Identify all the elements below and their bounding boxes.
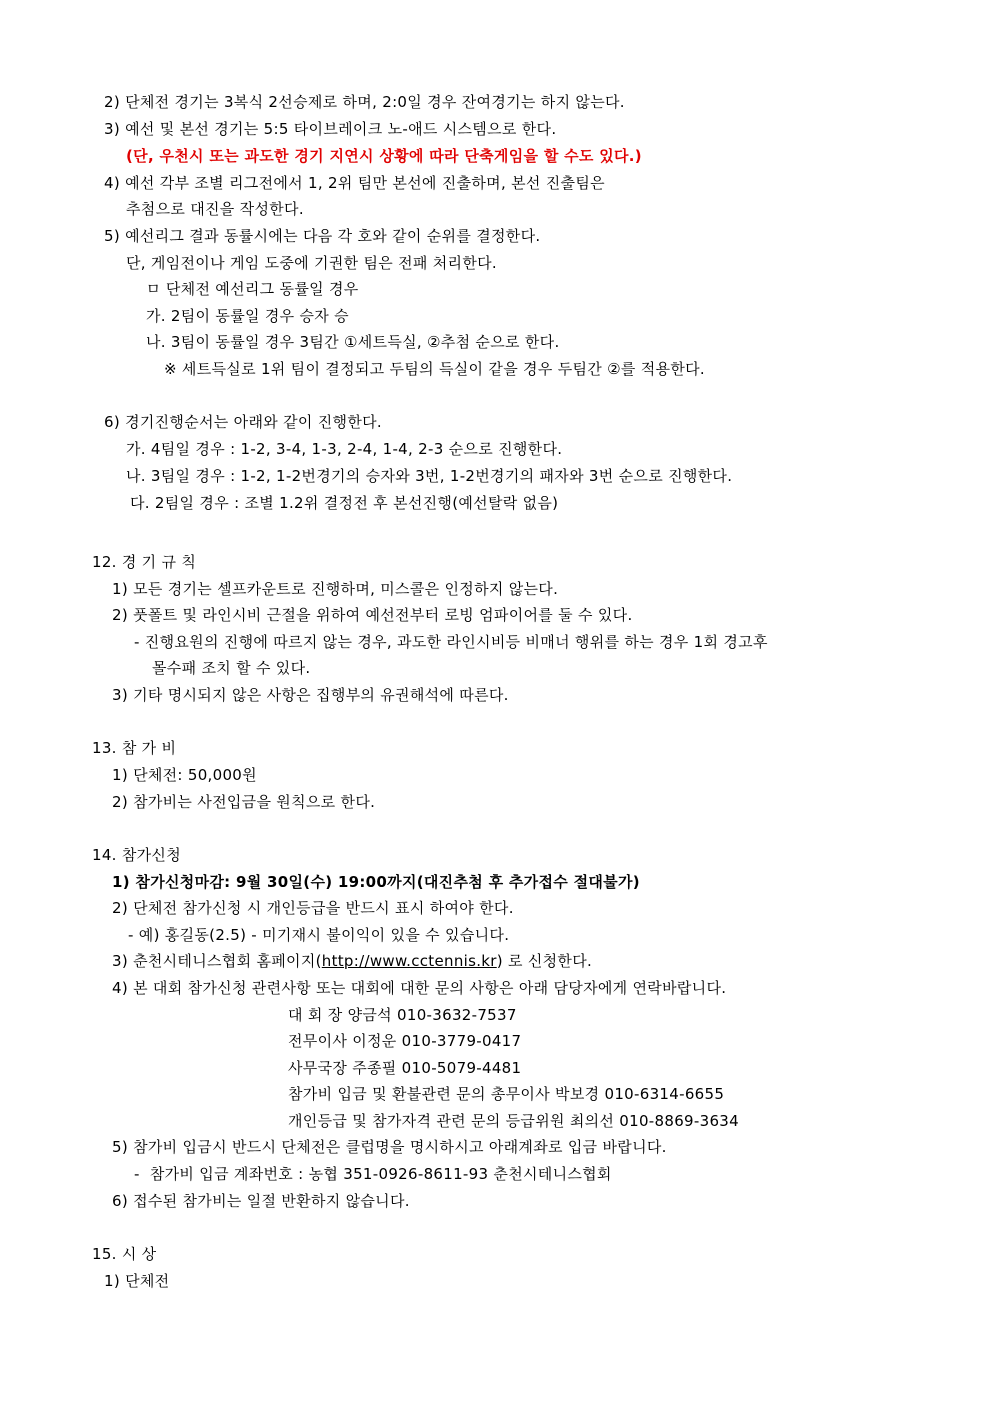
rule-5-forfeit: 단, 게임전이나 게임 도중에 기권한 팀은 전패 처리한다. — [126, 254, 497, 272]
rule-5-tie-three: 나. 3팀이 동률일 경우 3팀간 ①세트득실, ②추첨 순으로 한다. — [146, 333, 560, 351]
rule-12-2-detail-cont: 몰수패 조치 할 수 있다. — [152, 659, 311, 677]
apply-deadline: 1) 참가신청마감: 9월 30일(수) 19:00까지(대진추첨 후 추가접수 절대불가) — [112, 873, 640, 891]
fee-team: 1) 단체전: 50,000원 — [112, 766, 257, 784]
section-15-heading: 15. 시 상 — [92, 1245, 157, 1263]
rule-6-two-teams: 다. 2팀일 경우 : 조별 1.2위 결정전 후 본선진행(예선탈락 없음) — [130, 494, 559, 512]
contact-director: 전무이사 이정운 010-3779-0417 — [288, 1032, 522, 1050]
apply-no-refund: 6) 접수된 참가비는 일절 반환하지 않습니다. — [112, 1192, 410, 1210]
apply-contact-intro: 4) 본 대회 참가신청 관련사항 또는 대회에 대한 문의 사항은 아래 담당자에게 연락바랍니다. — [112, 979, 727, 997]
contact-fee: 참가비 입금 및 환불관련 문의 총무이사 박보경 010-6314-6655 — [288, 1085, 725, 1103]
rule-12-2: 2) 풋폴트 및 라인시비 근절을 위하여 예선전부터 로빙 엄파이어를 둘 수 있다. — [112, 606, 633, 624]
apply-website-line — [112, 951, 592, 971]
contact-president: 대 회 장 양금석 010-3632-7537 — [288, 1006, 517, 1024]
rule-5-note: ※ 세트득실로 1위 팀이 결정되고 두팀의 득실이 같을 경우 두팀간 ②를 적용한다. — [164, 360, 705, 378]
contact-secretary: 사무국장 주종필 010-5079-4481 — [288, 1059, 522, 1077]
rule-4-draw: 추첨으로 대진을 작성한다. — [126, 200, 304, 218]
award-team: 1) 단체전 — [104, 1272, 170, 1290]
rule-4-qualify: 4) 예선 각부 조별 리그전에서 1, 2위 팀만 본선에 진출하며, 본선 진출팀은 — [104, 174, 605, 192]
section-14-heading: 14. 참가신청 — [92, 846, 181, 864]
apply-grade: 2) 단체전 참가신청 시 개인등급을 반드시 표시 하여야 한다. — [112, 899, 514, 917]
apply-account: - 참가비 입금 계좌번호 : 농협 351-0926-8611-93 춘천시테니스협회 — [134, 1165, 612, 1183]
rule-6-order: 6) 경기진행순서는 아래와 같이 진행한다. — [104, 413, 382, 431]
section-12-heading: 12. 경 기 규 칙 — [92, 553, 197, 571]
website-link[interactable]: http://www.cctennis.kr — [321, 952, 497, 970]
rule-6-three-teams: 나. 3팀일 경우 : 1-2, 1-2번경기의 승자와 3번, 1-2번경기의 패자와 3번 순으로 진행한다. — [126, 467, 733, 485]
rule-3-tiebreak: 3) 예선 및 본선 경기는 5:5 타이브레이크 노-애드 시스템으로 한다. — [104, 120, 557, 138]
rule-12-2-detail: - 진행요원의 진행에 따르지 않는 경우, 과도한 라인시비등 비매너 행위를 하는 경우 1회 경고후 — [134, 633, 768, 651]
apply-payment: 5) 참가비 입금시 반드시 단체전은 클럽명을 명시하시고 아래계좌로 입금 바랍니다. — [112, 1138, 667, 1156]
rule-6-four-teams: 가. 4팀일 경우 : 1-2, 3-4, 1-3, 2-4, 1-4, 2-3 순으로 진행한다. — [126, 440, 563, 458]
apply-website-prefix: 3) 춘천시테니스협회 홈페이지( — [112, 952, 322, 970]
rule-12-3: 3) 기타 명시되지 않은 사항은 집행부의 유권해석에 따른다. — [112, 686, 509, 704]
contact-grade: 개인등급 및 참가자격 관련 문의 등급위원 최의선 010-8869-3634 — [288, 1112, 739, 1130]
rule-3-note-rain: (단, 우천시 또는 과도한 경기 지연시 상황에 따라 단축게임을 할 수도 있다.) — [126, 147, 642, 165]
rule-12-1: 1) 모든 경기는 셀프카운트로 진행하며, 미스콜은 인정하지 않는다. — [112, 580, 559, 598]
fee-prepay: 2) 참가비는 사전입금을 원칙으로 한다. — [112, 793, 376, 811]
rule-5-ranking: 5) 예선리그 결과 동률시에는 다음 각 호와 같이 순위를 결정한다. — [104, 227, 541, 245]
apply-website-suffix: ) 로 신청한다. — [496, 952, 593, 970]
apply-grade-example: - 예) 홍길동(2.5) - 미기재시 불이익이 있을 수 있습니다. — [128, 926, 510, 944]
rule-2-team-format: 2) 단체전 경기는 3복식 2선승제로 하며, 2:0일 경우 잔여경기는 하지 않는다. — [104, 93, 625, 111]
rule-5-tie-two: 가. 2팀이 동률일 경우 승자 승 — [146, 307, 349, 325]
section-13-heading: 13. 참 가 비 — [92, 739, 177, 757]
rule-5-tie-heading: ㅁ 단체전 예선리그 동률일 경우 — [146, 280, 359, 298]
